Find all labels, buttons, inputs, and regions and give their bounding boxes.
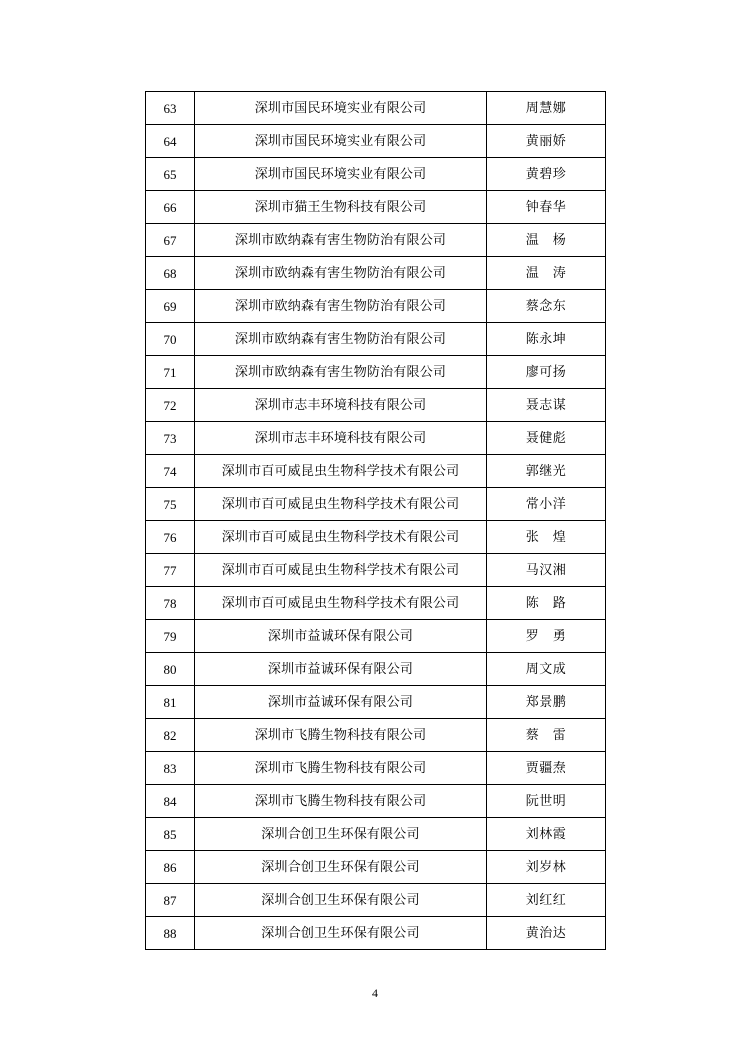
- row-number-cell: 77: [146, 554, 195, 587]
- row-number-cell: 78: [146, 587, 195, 620]
- company-name-cell: 深圳市飞腾生物科技有限公司: [195, 719, 487, 752]
- table-row: [146, 653, 606, 686]
- person-name-cell: 刘林霞: [487, 818, 606, 851]
- row-number-cell: 86: [146, 851, 195, 884]
- company-name-cell: 深圳市国民环境实业有限公司: [195, 125, 487, 158]
- person-name-cell: 阮世明: [487, 785, 606, 818]
- person-name-cell: 黄丽娇: [487, 125, 606, 158]
- row-number-cell: 69: [146, 290, 195, 323]
- table-row: [146, 521, 606, 554]
- person-name-cell: 陈 路: [487, 587, 606, 620]
- person-name-cell: 廖可扬: [487, 356, 606, 389]
- row-number-cell: 66: [146, 191, 195, 224]
- row-number-cell: 81: [146, 686, 195, 719]
- company-name-cell: 深圳市欧纳森有害生物防治有限公司: [195, 356, 487, 389]
- row-number-cell: 74: [146, 455, 195, 488]
- table-row: [146, 554, 606, 587]
- company-name-cell: 深圳市国民环境实业有限公司: [195, 92, 487, 125]
- table-row: [146, 125, 606, 158]
- person-name-cell: 罗 勇: [487, 620, 606, 653]
- company-name-cell: 深圳市志丰环境科技有限公司: [195, 422, 487, 455]
- person-name-cell: 刘红红: [487, 884, 606, 917]
- person-name-cell: 郭继光: [487, 455, 606, 488]
- table-row: [146, 686, 606, 719]
- company-name-cell: 深圳合创卫生环保有限公司: [195, 884, 487, 917]
- person-name-cell: 郑景鹏: [487, 686, 606, 719]
- table-row: [146, 257, 606, 290]
- row-number-cell: 64: [146, 125, 195, 158]
- table-row: [146, 719, 606, 752]
- row-number-cell: 84: [146, 785, 195, 818]
- table-body: [146, 92, 606, 950]
- company-name-cell: 深圳市飞腾生物科技有限公司: [195, 785, 487, 818]
- row-number-cell: 72: [146, 389, 195, 422]
- table-row: [146, 356, 606, 389]
- company-name-cell: 深圳市百可威昆虫生物科学技术有限公司: [195, 554, 487, 587]
- table-row: [146, 884, 606, 917]
- table-row: [146, 191, 606, 224]
- row-number-cell: 70: [146, 323, 195, 356]
- person-name-cell: 黄碧珍: [487, 158, 606, 191]
- company-name-cell: 深圳合创卫生环保有限公司: [195, 818, 487, 851]
- company-name-cell: 深圳市益诚环保有限公司: [195, 620, 487, 653]
- company-name-cell: 深圳市百可威昆虫生物科学技术有限公司: [195, 488, 487, 521]
- person-name-cell: 刘岁林: [487, 851, 606, 884]
- row-number-cell: 65: [146, 158, 195, 191]
- company-name-cell: 深圳合创卫生环保有限公司: [195, 851, 487, 884]
- row-number-cell: 63: [146, 92, 195, 125]
- company-name-cell: 深圳市国民环境实业有限公司: [195, 158, 487, 191]
- table-row: [146, 224, 606, 257]
- company-name-cell: 深圳市益诚环保有限公司: [195, 653, 487, 686]
- row-number-cell: 75: [146, 488, 195, 521]
- company-name-cell: 深圳市志丰环境科技有限公司: [195, 389, 487, 422]
- table-row: [146, 92, 606, 125]
- company-name-cell: 深圳合创卫生环保有限公司: [195, 917, 487, 950]
- company-name-cell: 深圳市飞腾生物科技有限公司: [195, 752, 487, 785]
- person-name-cell: 温 涛: [487, 257, 606, 290]
- company-name-cell: 深圳市百可威昆虫生物科学技术有限公司: [195, 587, 487, 620]
- table-row: [146, 389, 606, 422]
- company-name-cell: 深圳市百可威昆虫生物科学技术有限公司: [195, 455, 487, 488]
- person-name-cell: 黄治达: [487, 917, 606, 950]
- company-name-cell: 深圳市欧纳森有害生物防治有限公司: [195, 257, 487, 290]
- company-name-cell: 深圳市欧纳森有害生物防治有限公司: [195, 224, 487, 257]
- table-row: [146, 323, 606, 356]
- person-name-cell: 周文成: [487, 653, 606, 686]
- company-name-cell: 深圳市欧纳森有害生物防治有限公司: [195, 323, 487, 356]
- table-row: [146, 851, 606, 884]
- row-number-cell: 88: [146, 917, 195, 950]
- table-row: [146, 455, 606, 488]
- person-name-cell: 马汉湘: [487, 554, 606, 587]
- company-name-cell: 深圳市猫王生物科技有限公司: [195, 191, 487, 224]
- person-name-cell: 贾疆焘: [487, 752, 606, 785]
- person-name-cell: 聂健彪: [487, 422, 606, 455]
- person-name-cell: 钟春华: [487, 191, 606, 224]
- row-number-cell: 83: [146, 752, 195, 785]
- person-name-cell: 聂志谋: [487, 389, 606, 422]
- personnel-table: [145, 91, 606, 950]
- person-name-cell: 陈永坤: [487, 323, 606, 356]
- page-number: 4: [372, 986, 378, 1000]
- table-row: [146, 290, 606, 323]
- row-number-cell: 73: [146, 422, 195, 455]
- person-name-cell: 蔡念东: [487, 290, 606, 323]
- table-row: [146, 620, 606, 653]
- person-name-cell: 温 杨: [487, 224, 606, 257]
- table-row: [146, 587, 606, 620]
- row-number-cell: 79: [146, 620, 195, 653]
- row-number-cell: 80: [146, 653, 195, 686]
- table-row: [146, 752, 606, 785]
- company-name-cell: 深圳市百可威昆虫生物科学技术有限公司: [195, 521, 487, 554]
- table-row: [146, 818, 606, 851]
- table-row: [146, 917, 606, 950]
- person-name-cell: 周慧娜: [487, 92, 606, 125]
- row-number-cell: 67: [146, 224, 195, 257]
- table-row: [146, 158, 606, 191]
- table-row: [146, 785, 606, 818]
- row-number-cell: 68: [146, 257, 195, 290]
- row-number-cell: 87: [146, 884, 195, 917]
- table-row: [146, 488, 606, 521]
- table-row: [146, 422, 606, 455]
- row-number-cell: 76: [146, 521, 195, 554]
- person-name-cell: 常小洋: [487, 488, 606, 521]
- row-number-cell: 82: [146, 719, 195, 752]
- row-number-cell: 71: [146, 356, 195, 389]
- row-number-cell: 85: [146, 818, 195, 851]
- company-name-cell: 深圳市益诚环保有限公司: [195, 686, 487, 719]
- person-name-cell: 蔡 雷: [487, 719, 606, 752]
- person-name-cell: 张 煌: [487, 521, 606, 554]
- company-name-cell: 深圳市欧纳森有害生物防治有限公司: [195, 290, 487, 323]
